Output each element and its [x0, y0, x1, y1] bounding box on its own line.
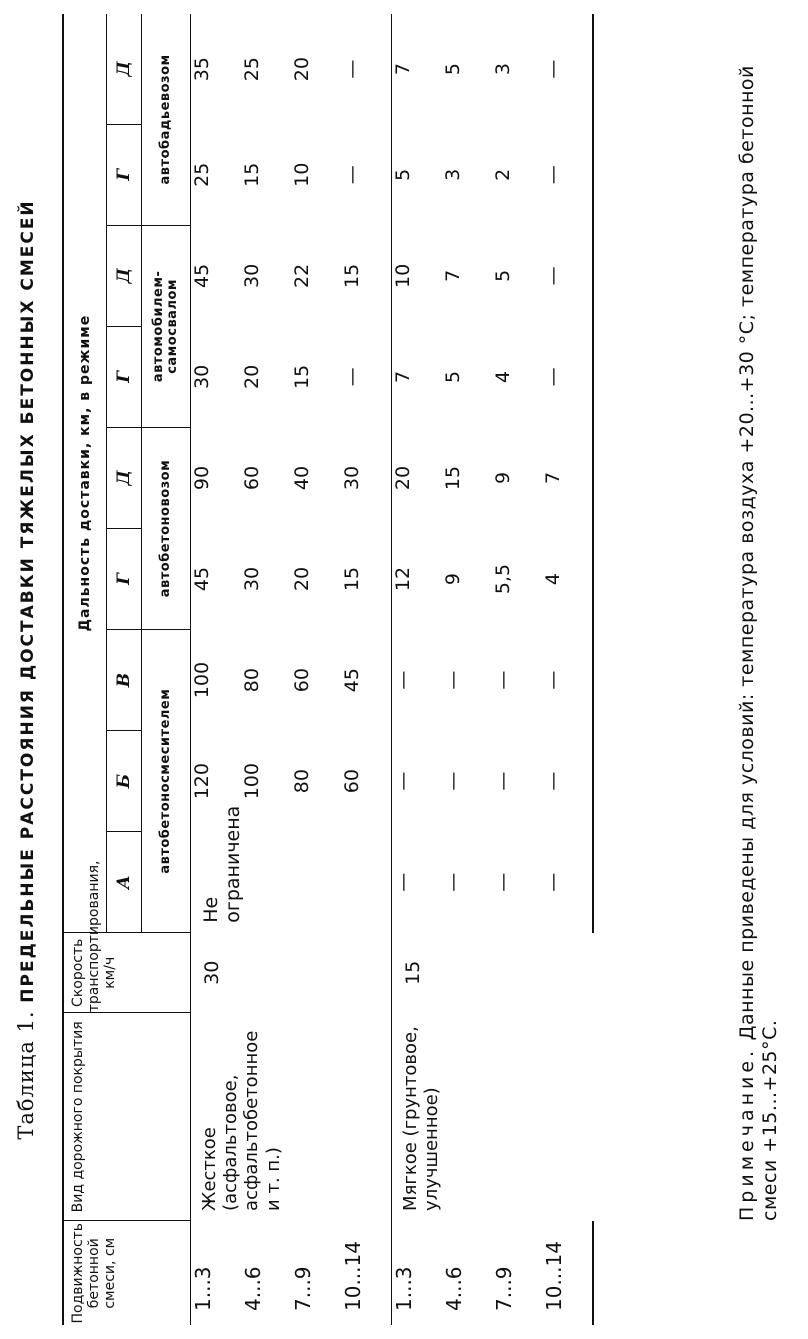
vehicle-mixer: автобетоносмесителем: [142, 630, 191, 933]
value-cell: 20: [291, 566, 313, 592]
value-cell: 15: [341, 566, 363, 592]
value-cell: 9: [492, 471, 514, 485]
value-cell: 30: [341, 465, 363, 491]
value-cell: —: [492, 872, 514, 892]
value-cell: —: [442, 872, 464, 892]
value-cell: 15: [341, 263, 363, 288]
value-cell: 12: [392, 529, 443, 630]
value-cell: 40: [291, 465, 313, 491]
table-title: ПРЕДЕЛЬНЫЕ РАССТОЯНИЯ ДОСТАВКИ ТЯЖЕЛЫХ БЕТОННЫХ СМЕСЕЙ: [18, 199, 38, 1003]
note-label: Примечание.: [736, 1046, 758, 1221]
table-caption: [14, 0, 38, 1339]
value-cell: —: [542, 630, 593, 731]
value-cell: 20: [291, 57, 313, 82]
value-cell: 9: [442, 572, 464, 586]
value-cell: 22: [291, 263, 313, 288]
value-cell: —: [492, 771, 514, 791]
value-cell: 15: [291, 364, 313, 389]
value-cell: 7: [392, 14, 443, 124]
value-cell: 60: [291, 668, 313, 693]
value-cell: 15: [442, 465, 464, 491]
speed-cell: 30: [191, 933, 392, 1013]
value-cell: 45: [341, 668, 363, 693]
value-cell: 80: [241, 668, 263, 693]
value-cell: 35: [191, 14, 242, 124]
vehicle-bucket-carrier: автобадьевозом: [142, 14, 191, 225]
value-cell: —: [492, 670, 514, 690]
mode-header-g: Г: [107, 124, 142, 225]
value-cell: 30: [241, 263, 263, 288]
mobility-cell: 10...14: [542, 1221, 593, 1325]
value-cell: 5,5: [492, 563, 514, 595]
mobility-cell: 7...9: [291, 1266, 315, 1311]
value-cell: 5: [492, 269, 514, 282]
value-cell: 5: [442, 370, 464, 383]
distance-header: Дальность доставки, км, в режиме: [63, 14, 107, 933]
mobility-cell: 4...6: [442, 1266, 466, 1311]
value-cell: 20: [392, 427, 443, 528]
mode-header-g: Г: [107, 326, 142, 427]
value-cell: 45: [191, 529, 242, 630]
value-cell: —: [392, 630, 443, 731]
value-cell: 10: [291, 162, 313, 187]
mobility-cell: 1...3: [191, 1221, 242, 1325]
mode-header-a: А: [107, 832, 142, 933]
road-type-cell: Мягкое (грунтовое, улучшенное): [392, 1013, 594, 1221]
value-cell: 45: [191, 225, 242, 326]
mode-header-v: В: [107, 630, 142, 731]
value-cell: 10: [392, 225, 443, 326]
mobility-cell: 10...14: [341, 1241, 365, 1311]
value-cell: 5: [392, 124, 443, 225]
value-cell: 25: [191, 124, 242, 225]
mode-header-b: Б: [107, 731, 142, 832]
value-cell: 3: [442, 168, 464, 181]
mode-header-d: Д: [107, 427, 142, 528]
value-cell: 4: [492, 370, 514, 383]
mobility-cell: 1...3: [392, 1221, 443, 1325]
table-row: [392, 14, 443, 1325]
value-cell: —: [442, 670, 464, 690]
value-cell: —: [542, 326, 593, 427]
value-cell: 60: [341, 769, 363, 794]
value-cell: —: [341, 59, 363, 79]
value-cell: 30: [241, 566, 263, 592]
road-header: Вид дорожного покрытия: [63, 1013, 191, 1221]
value-cell: —: [542, 832, 593, 933]
value-cell: 7: [542, 427, 593, 528]
value-cell: —: [542, 225, 593, 326]
value-cell: 15: [241, 162, 263, 187]
table-number: Таблица 1.: [14, 1010, 38, 1140]
vehicle-concrete-carrier: автобетоновозом: [142, 427, 191, 629]
value-cell: 3: [492, 63, 514, 76]
value-cell: 7: [392, 326, 443, 427]
value-cell: 80: [291, 769, 313, 794]
value-cell: —: [442, 771, 464, 791]
mobility-cell: 4...6: [241, 1266, 265, 1311]
mobility-cell: 7...9: [492, 1266, 516, 1311]
value-cell: —: [341, 367, 363, 387]
note-text: Данные приведены для условий: температура воздуха +20...+30 °С; температура бетонной смеси +15...+25°С.: [736, 65, 781, 1221]
value-cell: 20: [241, 364, 263, 389]
mode-header-d: Д: [107, 14, 142, 124]
value-cell: 2: [492, 168, 514, 181]
mode-a-unlimited: Не ограничена: [191, 832, 392, 933]
mode-header-d: Д: [107, 225, 142, 326]
value-cell: 100: [191, 630, 242, 731]
value-cell: —: [542, 124, 593, 225]
value-cell: 30: [191, 326, 242, 427]
speed-cell: 15: [392, 933, 594, 1013]
vehicle-dump-truck: автомобилем-самосвалом: [142, 225, 191, 427]
speed-header: Скорость транспортирования, км/ч: [63, 933, 191, 1013]
value-cell: 5: [442, 63, 464, 76]
mobility-header: Подвижность бетонной смеси, см: [63, 1221, 191, 1325]
value-cell: 7: [442, 269, 464, 282]
table-note: [736, 31, 782, 1221]
value-cell: 25: [241, 57, 263, 82]
delivery-distance-table: [62, 14, 594, 1325]
value-cell: 60: [241, 465, 263, 491]
value-cell: —: [542, 731, 593, 832]
value-cell: —: [392, 832, 443, 933]
value-cell: 90: [191, 427, 242, 528]
value-cell: 4: [542, 529, 593, 630]
value-cell: 120: [191, 731, 242, 832]
table-row: [191, 14, 242, 1325]
mode-header-g: Г: [107, 529, 142, 630]
value-cell: —: [341, 165, 363, 185]
road-type-cell: Жесткое (асфальтовое, асфальтобетонное и т. п.): [191, 1013, 392, 1221]
value-cell: —: [542, 14, 593, 124]
value-cell: 100: [241, 763, 263, 800]
value-cell: —: [392, 731, 443, 832]
